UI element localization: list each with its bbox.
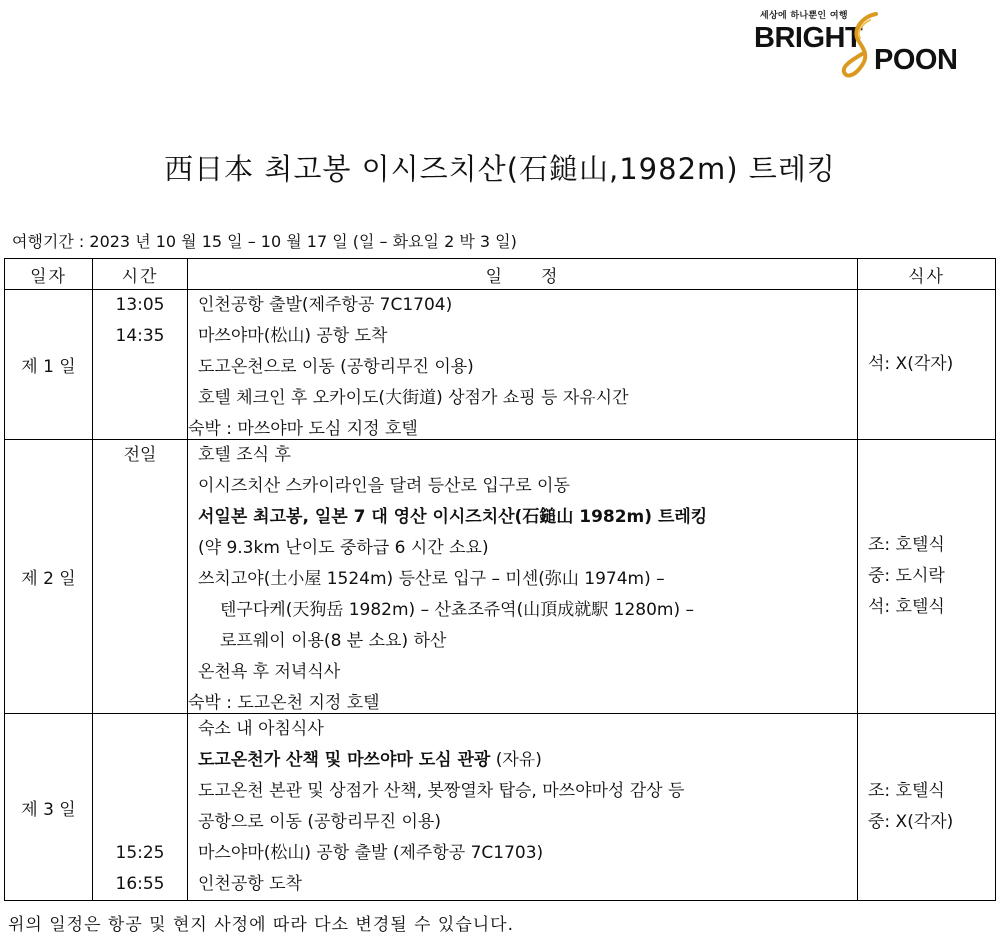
logo-word-poon: POON bbox=[874, 44, 958, 76]
time-entry bbox=[93, 807, 187, 838]
meal-cell bbox=[858, 714, 996, 901]
time-entry bbox=[93, 776, 187, 807]
lodging-info: 숙박 : 도고온천 지정 호텔 bbox=[188, 693, 380, 713]
table-header-row bbox=[5, 259, 996, 290]
travel-period: 여행기간 : 2023 년 10 월 15 일 – 10 월 17 일 (일 – 화요일 2 박 3 일) bbox=[12, 232, 517, 251]
schedule-item: 마쓰야마(松山) 공항 도착 bbox=[198, 326, 388, 346]
schedule-item: 로프웨이 이용(8 분 소요) 하산 bbox=[220, 631, 447, 651]
schedule-item: 호텔 조식 후 bbox=[198, 445, 291, 465]
schedule-item: 인천공항 도착 bbox=[198, 874, 302, 894]
time-entry: 전일 bbox=[123, 445, 157, 465]
schedule-item: (약 9.3km 난이도 중하급 6 시간 소요) bbox=[198, 538, 489, 558]
schedule-item: 텐구다케(天狗岳 1982m) – 산쵸조쥬역(山頂成就駅 1280m) – bbox=[220, 600, 694, 620]
time-entry bbox=[93, 745, 187, 776]
schedule-item: 공항으로 이동 (공항리무진 이용) bbox=[198, 812, 441, 832]
time-entry: 15:25 bbox=[115, 843, 165, 863]
header-schedule-label: 일 정 bbox=[485, 266, 560, 287]
time-cell bbox=[93, 290, 188, 440]
day-label: 제 3 일 bbox=[5, 714, 93, 901]
header-time: 시간 bbox=[93, 259, 188, 290]
time-cell bbox=[93, 440, 188, 714]
table-row-day2 bbox=[5, 440, 996, 714]
header-meal: 식사 bbox=[858, 259, 996, 290]
schedule-item-highlight: 서일본 최고봉, 일본 7 대 영산 이시즈치산(石鎚山 1982m) 트레킹 bbox=[198, 507, 708, 527]
schedule-item: 이시즈치산 스카이라인을 달려 등산로 입구로 이동 bbox=[198, 476, 570, 496]
time-cell bbox=[93, 714, 188, 901]
time-entry: 14:35 bbox=[115, 326, 165, 346]
meal-entry: 석: X(각자) bbox=[868, 354, 954, 374]
schedule-item: 도고온천 본관 및 상점가 산책, 봇짱열차 탑승, 마쓰야마성 감상 등 bbox=[198, 781, 685, 801]
brand-logo bbox=[752, 8, 972, 80]
meal-entry: 조: 호텔식 bbox=[868, 781, 945, 801]
day-label: 제 2 일 bbox=[5, 440, 93, 714]
time-entry bbox=[93, 714, 187, 745]
meal-cell bbox=[858, 440, 996, 714]
logo-word-bright: BRIGHT bbox=[754, 22, 863, 54]
table-row-day3 bbox=[5, 714, 996, 901]
meal-cell bbox=[858, 290, 996, 440]
schedule-item: 도고온천으로 이동 (공항리무진 이용) bbox=[198, 357, 474, 377]
schedule-item: 호텔 체크인 후 오카이도(大街道) 상점가 쇼핑 등 자유시간 bbox=[198, 388, 629, 408]
schedule-cell bbox=[188, 714, 858, 901]
document-title: 西日本 최고봉 이시즈치산(石鎚山,1982m) 트레킹 bbox=[164, 152, 836, 186]
meal-entry: 중: X(각자) bbox=[868, 812, 954, 832]
time-entry: 13:05 bbox=[115, 295, 165, 315]
schedule-cell bbox=[188, 440, 858, 714]
time-entry: 16:55 bbox=[115, 874, 165, 894]
table-row-day1 bbox=[5, 290, 996, 440]
lodging-info: 숙박 : 마쓰야마 도심 지정 호텔 bbox=[188, 419, 418, 439]
meal-entry: 중: 도시락 bbox=[868, 566, 945, 586]
schedule-item-highlight bbox=[188, 745, 857, 776]
schedule-highlight-text: 도고온천가 산책 및 마쓰야마 도심 관광 bbox=[198, 750, 491, 770]
schedule-item: 온천욕 후 저녁식사 bbox=[198, 662, 341, 682]
itinerary-table bbox=[4, 258, 996, 901]
schedule-item: 마스야마(松山) 공항 출발 (제주항공 7C1703) bbox=[198, 843, 544, 863]
header-day: 일자 bbox=[5, 259, 93, 290]
header-schedule bbox=[188, 259, 858, 290]
meal-entry: 석: 호텔식 bbox=[868, 597, 945, 617]
schedule-highlight-suffix: (자유) bbox=[495, 750, 542, 770]
schedule-item: 인천공항 출발(제주항공 7C1704) bbox=[198, 295, 453, 315]
schedule-cell bbox=[188, 290, 858, 440]
schedule-item: 숙소 내 아침식사 bbox=[198, 719, 324, 739]
logo-tagline: 세상에 하나뿐인 여행 bbox=[760, 11, 848, 21]
day-label: 제 1 일 bbox=[5, 290, 93, 440]
footnote: 위의 일정은 항공 및 현지 사정에 따라 다소 변경될 수 있습니다. bbox=[8, 915, 514, 935]
meal-entry: 조: 호텔식 bbox=[868, 535, 945, 555]
schedule-item: 쓰치고야(土小屋 1524m) 등산로 입구 – 미센(弥山 1974m) – bbox=[198, 569, 665, 589]
